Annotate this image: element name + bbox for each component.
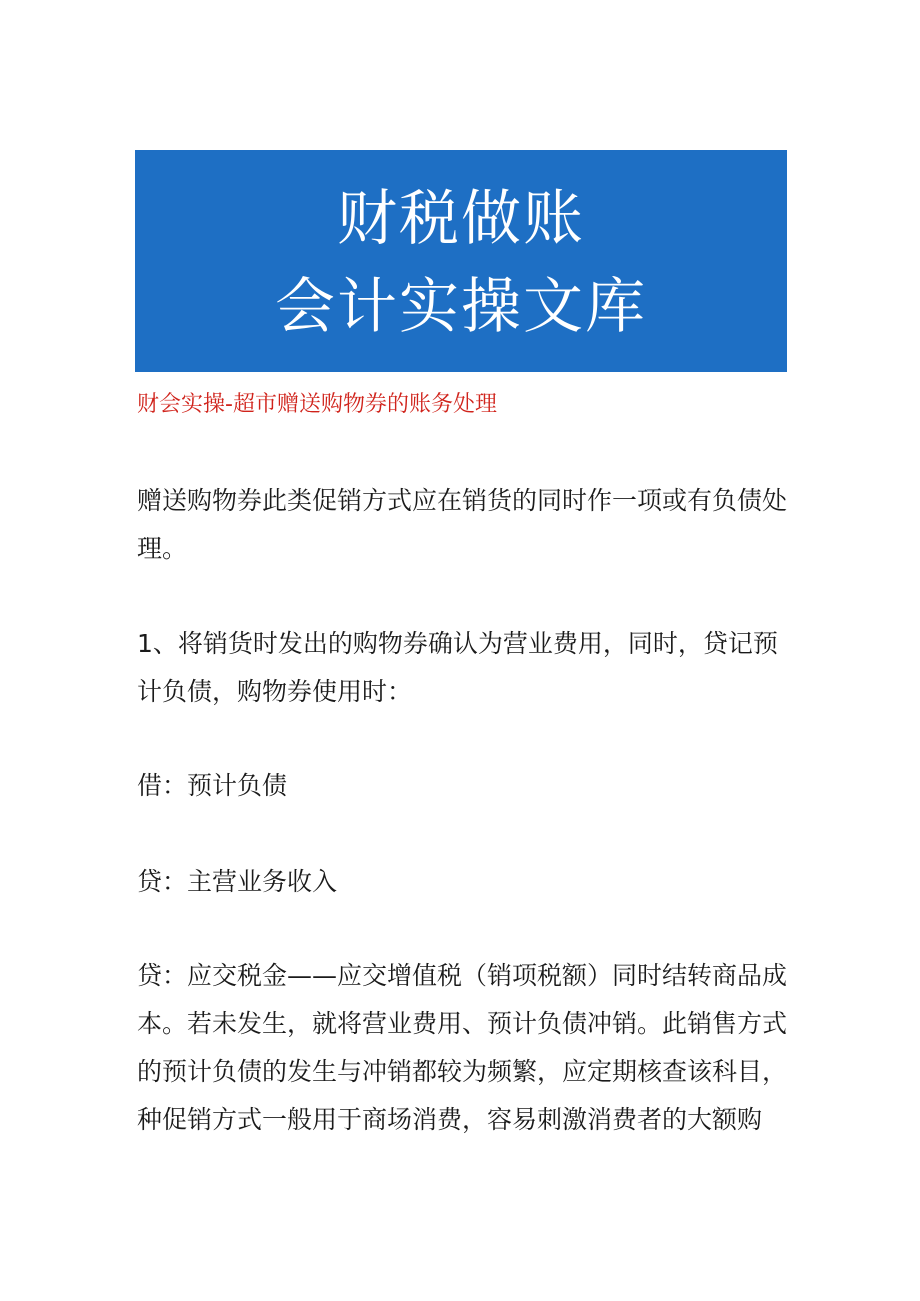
- banner: [135, 150, 787, 372]
- article-title: 财会实操-超市赠送购物券的账务处理: [137, 392, 497, 417]
- entry-credit-revenue: 贷：主营业务收入: [137, 867, 338, 896]
- entry-credit-tax: 贷：应交税金——应交增值税（销项税额）同时结转商品成本。若未发生，就将营业费用、预计负债冲销。此销售方式的预计负债的发生与冲销都较为频繁，应定期核查该科目，种促销方式一般用于商场消费，容易刺激消费者的大额购: [137, 961, 788, 1134]
- entry-debit: 借：预计负债: [137, 771, 288, 800]
- banner-title-line-2: 会计实操文库: [275, 272, 647, 342]
- paragraph-step-1: 1、将销货时发出的购物券确认为营业费用，同时，贷记预计负债，购物券使用时：: [137, 629, 778, 706]
- paragraph-intro: 赠送购物券此类促销方式应在销货的同时作一项或有负债处理。: [137, 486, 788, 563]
- banner-title-line-1: 财税做账: [337, 184, 585, 254]
